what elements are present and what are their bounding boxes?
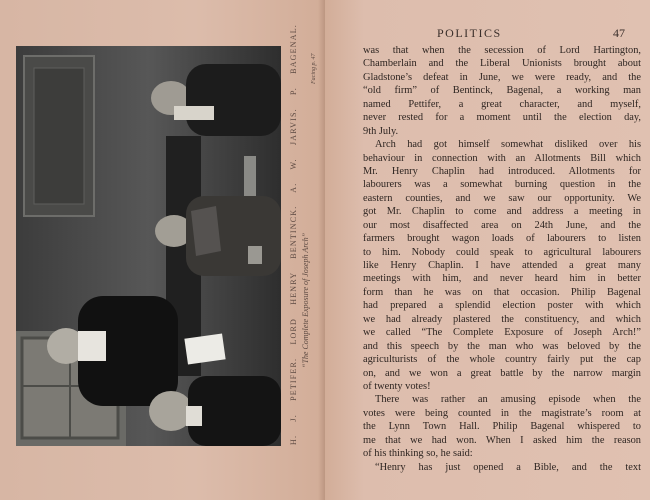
text-line: There was rather an amusing episode when the — [375, 394, 641, 406]
text-line: 9th July. — [363, 125, 399, 137]
text-line: form than he was on that occasion. Philip Bagenal — [363, 286, 641, 298]
text-line: of his thinking so, he said: — [363, 448, 473, 460]
text-line: had prepared a splendid election poster with which — [363, 300, 641, 312]
text-line: and this speech by the man who was beloved by the — [363, 340, 641, 352]
caption-subtitle: “The Complete Exposure of Joseph Arch” — [301, 232, 310, 368]
text-line: Gladstone’s defeat in June, we were ready, and the — [363, 71, 641, 83]
text-line: to him. Nobody could speak to agricultural labourers — [363, 246, 641, 258]
text-line: named Pettifer, a great character, and myself, — [363, 98, 641, 110]
text-line: meetings with him, and never heard him in better — [363, 273, 641, 285]
text-line: we called “The Complete Exposure of Joseph Arch!” — [363, 327, 641, 339]
text-line: labourers was a somewhat burning question in the — [363, 179, 641, 191]
text-line: “old firm” of Bentinck, Bagenal, a working man — [363, 85, 641, 97]
caption-name-bagenal: P. BAGENAL. — [289, 24, 298, 95]
page-number: 47 — [613, 26, 625, 40]
text-line: like Henry Chaplin. I have attended a great many — [363, 260, 641, 271]
text-line: behaviour in connection with an Allotments Bill which — [363, 152, 641, 164]
text-line: eastern counties, and we saw our opportunity. We — [363, 192, 641, 204]
body-text — [363, 44, 641, 474]
running-title: POLITICS — [437, 26, 502, 40]
caption-name-jarvis: A. W. JARVIS. — [289, 108, 298, 193]
running-head — [325, 26, 650, 42]
text-line: we had already plastered the constituency, and which — [363, 313, 641, 325]
text-line: never rested for a moment until the election day, — [363, 112, 641, 124]
text-line: Arch had got himself somewhat disliked over his — [375, 139, 641, 151]
text-line: Mr. Henry Chaplin had introduced. Allotments for — [363, 165, 641, 177]
facing-page-note: Facing p. 47 — [311, 53, 317, 84]
text-line: of twenty votes! — [363, 380, 431, 392]
text-line: “Henry has just opened a Bible, and the text — [375, 461, 641, 473]
text-line: Chamberlain and the Liberal Unionists brought about — [363, 58, 641, 70]
caption-name-petifer: H. J. PETIFER. — [289, 357, 298, 445]
caption-names — [289, 24, 298, 445]
text-line: on, and we won a great battle by the narrow margin — [363, 367, 641, 379]
text-line: the Lynn Town Hall. Philip Bagenal whispered to — [363, 421, 641, 433]
text-line: was that when the secession of Lord Hartington, — [363, 45, 641, 56]
text-line: farmers brought wagon loads of labourers to listen — [363, 233, 641, 245]
text-line: me that we had won. When I asked him the reason — [363, 434, 641, 446]
text-line: votes were being counted in the magistrate’s room at — [363, 407, 641, 419]
text-line: got Mr. Chaplin to come and address a meeting in — [363, 206, 641, 218]
right-page-text — [325, 0, 650, 500]
text-line: agriculturists of the whole country fairly put the cap — [363, 354, 641, 366]
plate-caption — [283, 24, 323, 450]
group-photograph — [16, 46, 281, 446]
text-line: our most disaffected area on 24th June, and the — [363, 219, 641, 231]
caption-name-bentinck: LORD HENRY BENTINCK. — [289, 205, 298, 345]
